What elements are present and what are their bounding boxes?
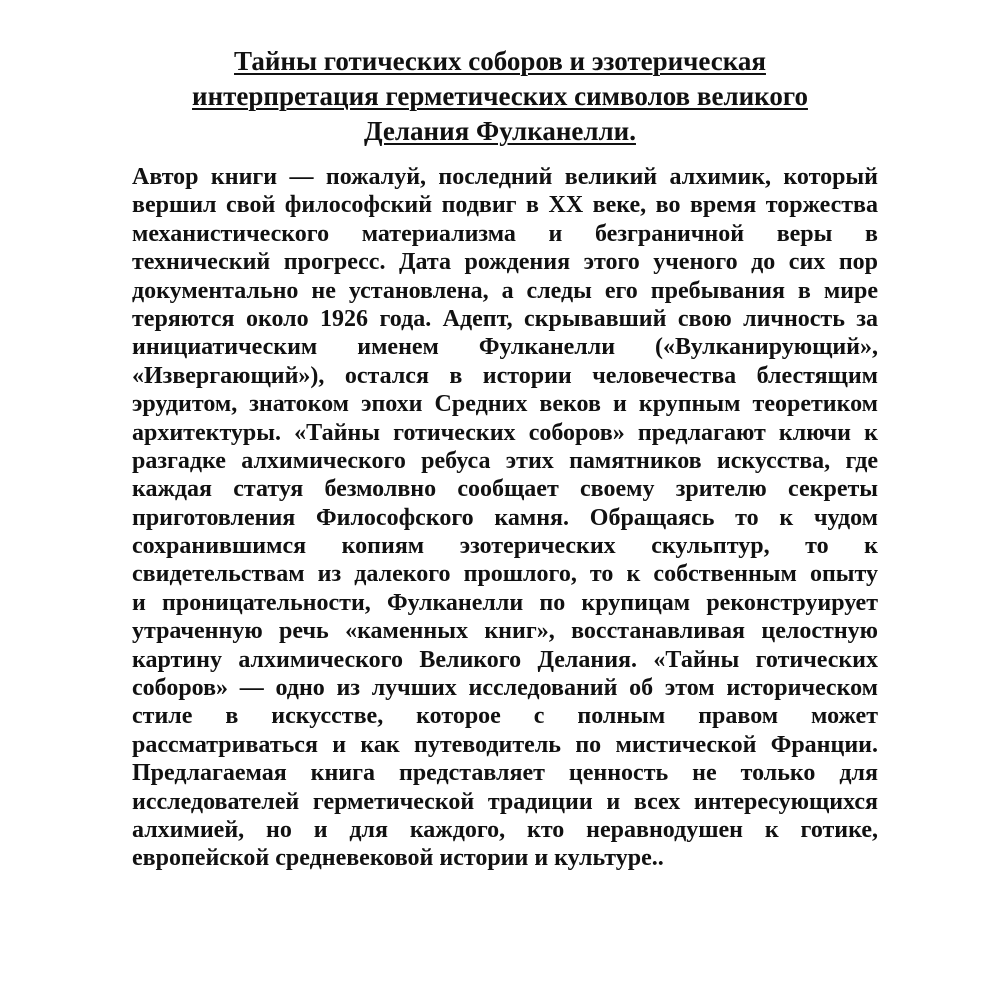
text-line: сохранившимся копиям эзотерических скульптур, то к (132, 533, 878, 560)
text-line: документально не установлена, а следы его пребывания в мире (132, 277, 878, 304)
text-line: Предлагаемая книга представляет ценность не только для (132, 760, 878, 787)
text-line: архитектуры. «Тайны готических соборов» предлагают ключи к (132, 419, 878, 446)
text-line: приготовления Философского камня. Обращаясь то к чудом (132, 504, 878, 531)
text-line: исследователей герметической традиции и всех интересующихся (132, 788, 878, 815)
text-line: каждая статуя безмолвно сообщает своему зрителю секреты (132, 476, 878, 503)
text-line: теряются около 1926 года. Адепт, скрывавший свою личность за (132, 305, 878, 332)
text-line: технический прогресс. Дата рождения этого ученого до сих пор (132, 249, 878, 276)
document-title (130, 44, 870, 149)
text-line: утраченную речь «каменных книг», восстанавливая целостную (132, 618, 878, 645)
text-line: стиле в искусстве, которое с полным правом может (132, 703, 878, 730)
text-line: инициатическим именем Фулканелли («Вулканирующий», (132, 334, 878, 361)
title-line: Тайны готических соборов и эзотерическая (234, 46, 766, 76)
text-line: картину алхимического Великого Делания. «Тайны готических (132, 646, 878, 673)
text-line: соборов» — одно из лучших исследований об этом историческом (132, 675, 878, 702)
text-line: европейской средневековой истории и культуре.. (132, 845, 664, 872)
text-line: рассматриваться и как путеводитель по мистической Франции. (132, 731, 878, 758)
title-line: интерпретация герметических символов великого (192, 81, 808, 111)
text-line: механистического материализма и безграничной веры в (132, 220, 878, 247)
text-line: «Извергающий»), остался в истории человечества блестящим (132, 362, 878, 389)
text-line: разгадке алхимического ребуса этих памятников искусства, где (132, 447, 878, 474)
text-line: и проницательности, Фулканелли по крупицам реконструирует (132, 589, 878, 616)
text-line: эрудитом, знатоком эпохи Средних веков и крупным теоретиком (132, 391, 878, 418)
body-paragraph (132, 163, 878, 873)
text-line: свидетельствам из далекого прошлого, то к собственным опыту (132, 561, 878, 588)
text-line: алхимией, но и для каждого, кто неравнодушен к готике, (132, 816, 878, 843)
title-line: Делания Фулканелли. (364, 116, 636, 146)
text-line: Автор книги — пожалуй, последний великий алхимик, который (132, 164, 878, 190)
text-line: вершил свой философский подвиг в XX веке, во время торжества (132, 192, 878, 219)
